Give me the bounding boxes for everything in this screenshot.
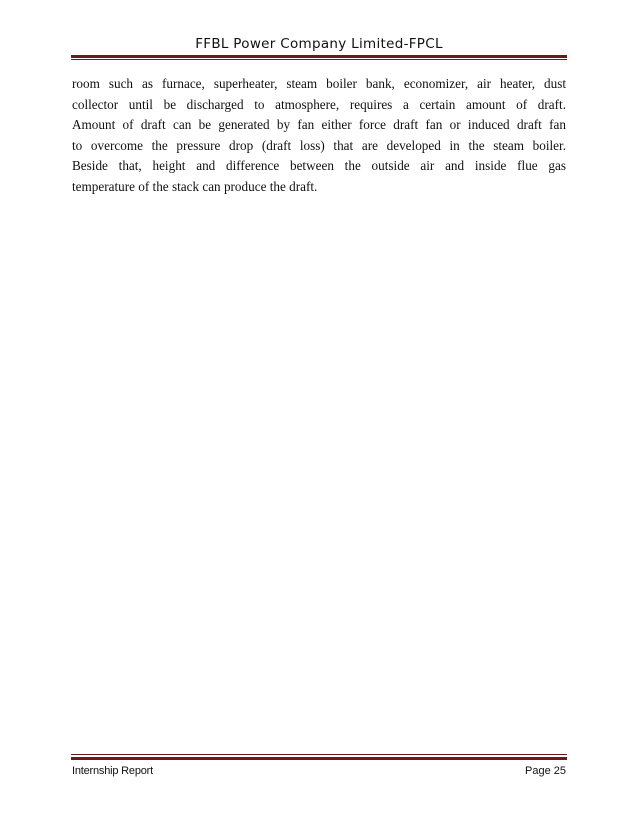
footer-rule-thin bbox=[71, 754, 567, 755]
body-line: Beside that, height and difference between the outside air and inside flue gas bbox=[72, 158, 566, 174]
footer-rule-thick bbox=[71, 757, 567, 760]
body-paragraph bbox=[72, 74, 566, 198]
body-line: to overcome the pressure drop (draft loss) that are developed in the steam boiler. bbox=[72, 137, 566, 153]
body-line: collector until be discharged to atmosphere, requires a certain amount of draft. bbox=[72, 96, 566, 112]
header-rule-thick bbox=[71, 55, 567, 58]
body-line: Amount of draft can be generated by fan either force draft fan or induced draft fan bbox=[72, 117, 566, 133]
page-header-title: FFBL Power Company Limited-FPCL bbox=[195, 36, 443, 52]
body-line: room such as furnace, superheater, steam boiler bank, economizer, air heater, dust bbox=[72, 76, 566, 91]
header-rule-thin bbox=[71, 59, 567, 60]
footer-page-number: Page 25 bbox=[525, 765, 566, 777]
body-line: temperature of the stack can produce the draft. bbox=[72, 178, 318, 194]
footer-report-label: Internship Report bbox=[72, 765, 153, 777]
